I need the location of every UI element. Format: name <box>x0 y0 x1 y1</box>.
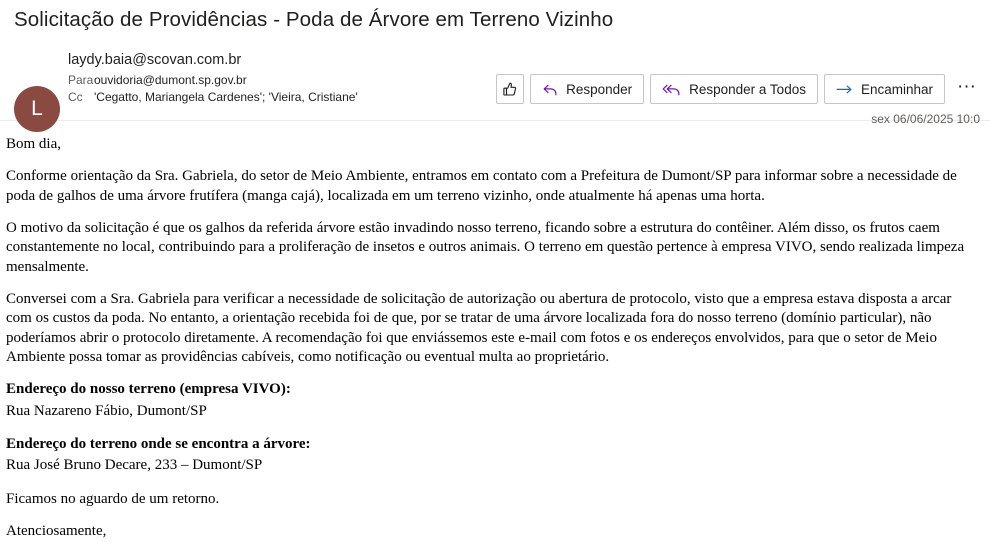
like-button[interactable] <box>496 74 524 104</box>
reply-all-button[interactable] <box>650 74 818 104</box>
avatar: L <box>14 86 60 132</box>
reply-all-icon <box>662 82 682 97</box>
thumbs-up-icon <box>502 81 518 97</box>
more-actions-button[interactable]: ··· <box>951 74 982 104</box>
body-paragraph-3: Conversei com a Sra. Gabriela para verificar a necessidade de solicitação de autorização ou abertura de protocolo, visto que a empresa estava disposta a arcar com os custos da poda. No entanto, a orientação recebida foi de que, por se tratar de uma árvore localizada fora do nosso terreno (domínio particular), não poderíamos abrir o protocolo diretamente. A recomendação foi que enviássemos este e-mail com fotos e os endereços envolvidos, para que o setor de Meio Ambiente possa tomar as providências cabíveis, como notificação ou eventual multa ao proprietário. <box>6 291 952 366</box>
reply-label: Responder <box>566 81 633 97</box>
address-1-value: Rua Nazareno Fábio, Dumont/SP <box>6 402 207 419</box>
message-header <box>0 38 990 126</box>
body-paragraph-2: O motivo da solicitação é que os galhos da referida árvore estão invadindo nosso terreno, ficando sobre a estrutura do contêiner. Além disso, os frutos caem constantemente no local, contribuindo para a proliferação de insetos e outros animais. O terreno em questão pertence à empresa VIVO, sendo realizada limpeza mensalmente. <box>6 220 965 275</box>
forward-icon <box>836 82 854 97</box>
sender-email[interactable]: laydy.baia@scovan.com.br <box>68 52 242 68</box>
message-body <box>0 121 990 542</box>
reply-button[interactable] <box>530 74 644 104</box>
reply-all-label: Responder a Todos <box>689 81 806 97</box>
body-greeting: Bom dia, <box>6 136 61 152</box>
address-2-value: Rua José Bruno Decare, 233 – Dumont/SP <box>6 457 263 474</box>
message-actions <box>496 74 982 104</box>
reply-icon <box>542 82 559 97</box>
recipient-label-to: Para <box>68 73 94 87</box>
recipient-value-cc[interactable]: 'Cegatto, Mariangela Cardenes'; 'Vieira, Cristiane' <box>94 90 358 104</box>
address-2-title-text: Endereço do terreno onde se encontra a árvore: <box>6 436 311 453</box>
forward-button[interactable] <box>824 74 945 104</box>
address-1-title-text: Endereço do nosso terreno (empresa VIVO): <box>6 381 291 398</box>
page-title: Solicitação de Providências - Poda de Árvore em Terreno Vizinho <box>14 8 614 31</box>
body-paragraph-1: Conforme orientação da Sra. Gabriela, do setor de Meio Ambiente, entramos em contato com a Prefeitura de Dumont/SP para informar sobre a necessidade de poda de galhos de uma árvore frutífera (manga cajá), localizada em um terreno vizinho, onde atualmente há apenas uma horta. <box>6 168 957 204</box>
message-timestamp: sex 06/06/2025 10:0 <box>871 112 980 126</box>
recipient-value-to[interactable]: ouvidoria@dumont.sp.gov.br <box>94 73 247 87</box>
address-2-title <box>6 435 980 454</box>
body-closing-2: Atenciosamente, <box>6 523 107 540</box>
recipient-label-cc: Cc <box>68 90 83 104</box>
forward-label: Encaminhar <box>860 81 934 97</box>
address-1-title <box>6 380 980 399</box>
body-closing-1: Ficamos no aguardo de um retorno. <box>6 490 220 507</box>
